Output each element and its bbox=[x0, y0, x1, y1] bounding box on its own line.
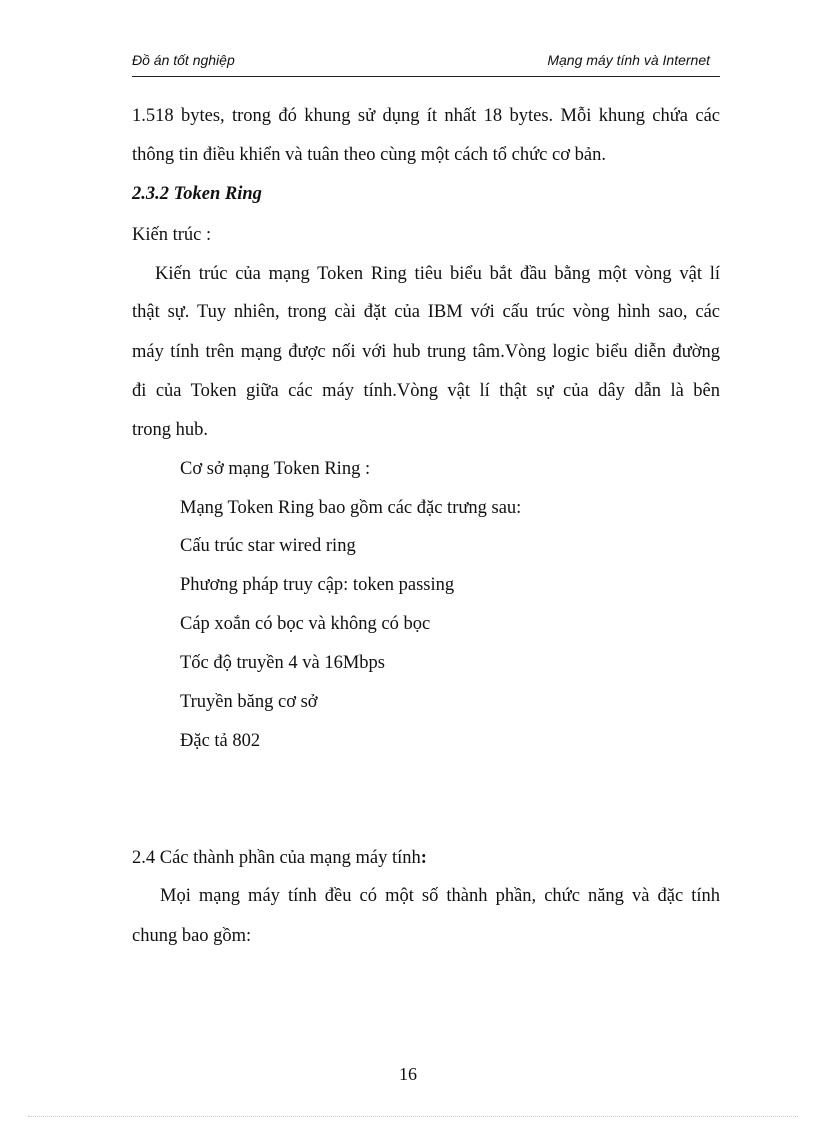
section-heading-2-4-text: 2.4 Các thành phần của mạng máy tính bbox=[132, 848, 421, 868]
para2-line-2: chung bao gồm: bbox=[132, 926, 252, 946]
list-item: Đặc tả 802 bbox=[180, 731, 261, 751]
list-item: Cơ sở mạng Token Ring : bbox=[180, 459, 371, 479]
section-heading-2-3-2: 2.3.2 Token Ring bbox=[132, 184, 262, 204]
list-item: Mạng Token Ring bao gồm các đặc trưng sau: bbox=[180, 498, 522, 518]
list-item: Cáp xoắn có bọc và không có bọc bbox=[180, 614, 431, 634]
para1-line-3: máy tính trên mạng được nối với hub trung tâm.Vòng logic biểu diễn đường bbox=[132, 342, 720, 362]
subheading-kien-truc: Kiến trúc : bbox=[132, 225, 212, 245]
section-heading-2-4-colon: : bbox=[420, 848, 427, 868]
para1-line-4: đi của Token giữa các máy tính.Vòng vật lí thật sự của dây dẫn là bên bbox=[132, 381, 720, 401]
page-number: 16 bbox=[399, 1064, 417, 1084]
footer-dotted-rule bbox=[28, 1116, 798, 1117]
body-line-1: 1.518 bytes, trong đó khung sử dụng ít nhất 18 bytes. Mỗi khung chứa các bbox=[132, 106, 720, 126]
section-heading-2-4 bbox=[132, 846, 427, 870]
para1-line-1: Kiến trúc của mạng Token Ring tiêu biểu bắt đầu bằng một vòng vật lí bbox=[155, 264, 720, 284]
page-header bbox=[132, 52, 710, 74]
body-line-2: thông tin điều khiển và tuân theo cùng một cách tổ chức cơ bản. bbox=[132, 145, 606, 165]
list-item: Truyền băng cơ sở bbox=[180, 692, 318, 712]
list-item: Phương pháp truy cập: token passing bbox=[180, 575, 455, 595]
header-right-title: Mạng máy tính và Internet bbox=[547, 52, 710, 68]
para2-line-1: Mọi mạng máy tính đều có một số thành phần, chức năng và đặc tính bbox=[160, 886, 720, 906]
header-left-title: Đồ án tốt nghiệp bbox=[132, 52, 235, 68]
list-item: Tốc độ truyền 4 và 16Mbps bbox=[180, 653, 386, 673]
para1-line-2: thật sự. Tuy nhiên, trong cài đặt của IBM với cấu trúc vòng hình sao, các bbox=[132, 302, 720, 322]
header-rule bbox=[132, 76, 720, 77]
list-item: Cấu trúc star wired ring bbox=[180, 536, 356, 556]
para1-line-5: trong hub. bbox=[132, 420, 209, 440]
